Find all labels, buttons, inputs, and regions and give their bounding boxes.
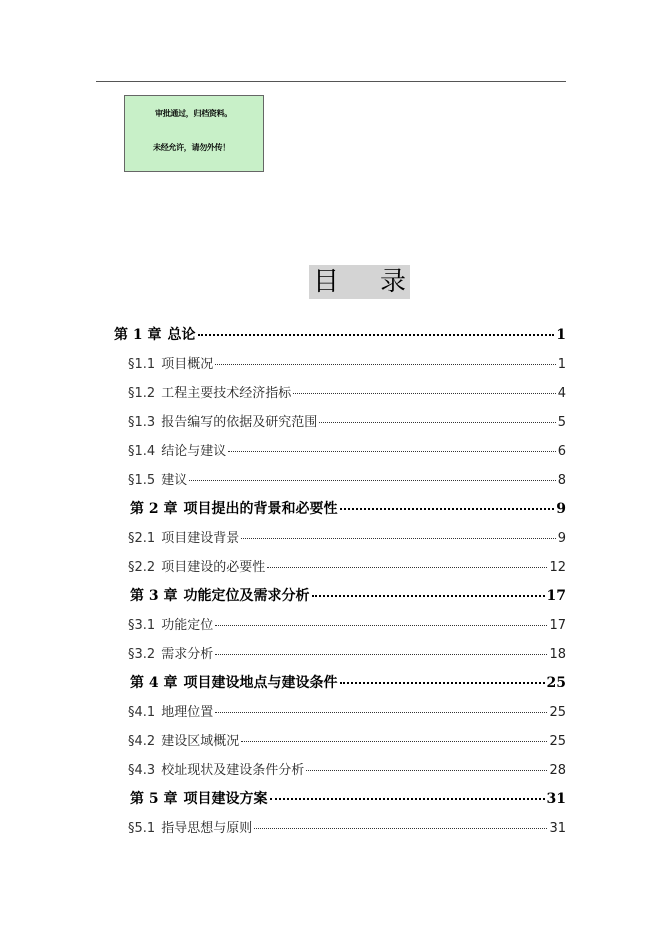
toc-entry-page: 1 xyxy=(557,357,566,372)
toc-entry-chapter-1[interactable] xyxy=(114,324,566,344)
toc-dot-leader xyxy=(215,625,547,626)
toc-dot-leader xyxy=(189,480,556,481)
toc-entry-section-2-1[interactable] xyxy=(128,527,566,546)
toc-entry-page: 9 xyxy=(556,501,566,517)
toc-entry-title: 建议 xyxy=(161,473,188,488)
toc-dot-leader xyxy=(267,567,547,568)
toc-dot-leader xyxy=(228,451,556,452)
toc-entry-number: §3.2 xyxy=(128,647,156,662)
toc-entry-page: 25 xyxy=(546,675,566,691)
approval-stamp xyxy=(124,95,264,172)
toc-entry-chapter-5[interactable] xyxy=(130,788,566,808)
toc-entry-title: 项目建设方案 xyxy=(183,791,268,807)
toc-entry-section-1-3[interactable] xyxy=(128,411,566,430)
toc-entry-page: 8 xyxy=(557,473,566,488)
toc-entry-page: 1 xyxy=(556,327,566,343)
toc-entry-section-3-1[interactable] xyxy=(128,614,566,633)
toc-entry-title: 地理位置 xyxy=(161,705,214,720)
toc-heading xyxy=(309,265,410,299)
toc-entry-page: 17 xyxy=(549,618,566,633)
toc-entry-number: §2.2 xyxy=(128,560,156,575)
toc-entry-number: §4.1 xyxy=(128,705,156,720)
toc-entry-page: 5 xyxy=(557,415,566,430)
header-rule xyxy=(96,81,566,82)
toc-dot-leader xyxy=(254,828,547,829)
toc-entry-number: §1.3 xyxy=(128,415,156,430)
toc-entry-section-4-1[interactable] xyxy=(128,701,566,720)
toc-dot-leader xyxy=(340,682,545,684)
toc-dot-leader xyxy=(293,393,556,394)
toc-entry-section-1-4[interactable] xyxy=(128,440,566,459)
toc-entry-page: 18 xyxy=(549,647,566,662)
toc-entry-title: 校址现状及建设条件分析 xyxy=(161,763,305,778)
toc-entry-title: 需求分析 xyxy=(161,647,214,662)
toc-entry-section-5-1[interactable] xyxy=(128,817,566,836)
toc-entry-title: 建设区域概况 xyxy=(161,734,240,749)
toc-entry-number: 第 1 章 xyxy=(114,327,162,343)
toc-entry-section-3-2[interactable] xyxy=(128,643,566,662)
toc-entry-number: §4.2 xyxy=(128,734,156,749)
toc-entry-page: 25 xyxy=(549,734,566,749)
toc-dot-leader xyxy=(215,364,556,365)
toc-entry-number: 第 5 章 xyxy=(130,791,178,807)
toc-dot-leader xyxy=(215,712,547,713)
toc-dot-leader xyxy=(241,741,547,742)
toc-entry-page: 31 xyxy=(549,821,566,836)
toc-heading-char-2: 录 xyxy=(379,267,406,297)
toc-dot-leader xyxy=(241,538,556,539)
toc-entry-page: 25 xyxy=(549,705,566,720)
toc-entry-title: 指导思想与原则 xyxy=(161,821,253,836)
toc-entry-chapter-2[interactable] xyxy=(130,498,566,518)
toc-entry-section-4-2[interactable] xyxy=(128,730,566,749)
toc-entry-chapter-4[interactable] xyxy=(130,672,566,692)
toc-entry-page: 17 xyxy=(546,588,566,604)
toc-entry-number: §2.1 xyxy=(128,531,156,546)
toc-entry-number: §5.1 xyxy=(128,821,156,836)
toc-entry-page: 31 xyxy=(546,791,566,807)
toc-dot-leader xyxy=(306,770,547,771)
toc-entry-title: 总论 xyxy=(167,327,196,343)
toc-dot-leader xyxy=(270,798,545,800)
toc-entry-title: 项目概况 xyxy=(161,357,214,372)
toc-entry-title: 项目建设背景 xyxy=(161,531,240,546)
toc-dot-leader xyxy=(198,334,555,336)
stamp-line-confidential: 未经允许，请勿外传！ xyxy=(153,143,230,152)
toc-entry-number: §3.1 xyxy=(128,618,156,633)
toc-entry-number: 第 2 章 xyxy=(130,501,178,517)
toc-entry-title: 工程主要技术经济指标 xyxy=(161,386,292,401)
toc-entry-section-1-2[interactable] xyxy=(128,382,566,401)
toc-entry-section-2-2[interactable] xyxy=(128,556,566,575)
toc-dot-leader xyxy=(340,508,555,510)
toc-entry-number: §1.2 xyxy=(128,386,156,401)
toc-dot-leader xyxy=(319,422,556,423)
toc-entry-number: 第 3 章 xyxy=(130,588,178,604)
toc-entry-section-1-5[interactable] xyxy=(128,469,566,488)
toc-entry-number: §1.5 xyxy=(128,473,156,488)
toc-entry-title: 项目建设的必要性 xyxy=(161,560,266,575)
toc-entry-title: 结论与建议 xyxy=(161,444,227,459)
toc-entry-page: 4 xyxy=(557,386,566,401)
toc-entry-title: 项目提出的背景和必要性 xyxy=(183,501,338,517)
toc-heading-char-1: 目 xyxy=(313,267,340,297)
toc-entry-page: 28 xyxy=(549,763,566,778)
toc-entry-number: §1.4 xyxy=(128,444,156,459)
toc-entry-chapter-3[interactable] xyxy=(130,585,566,605)
toc-entry-number: §1.1 xyxy=(128,357,156,372)
toc-entry-page: 6 xyxy=(557,444,566,459)
toc-entry-section-4-3[interactable] xyxy=(128,759,566,778)
toc-entry-number: §4.3 xyxy=(128,763,156,778)
toc-entry-title: 功能定位及需求分析 xyxy=(183,588,310,604)
toc-entry-title: 项目建设地点与建设条件 xyxy=(183,675,338,691)
stamp-line-approved: 审批通过，归档资料。 xyxy=(155,109,232,118)
toc-entry-title: 报告编写的依据及研究范围 xyxy=(161,415,318,430)
toc-entry-title: 功能定位 xyxy=(161,618,214,633)
toc-entry-page: 9 xyxy=(557,531,566,546)
toc-dot-leader xyxy=(215,654,547,655)
toc-entry-page: 12 xyxy=(549,560,566,575)
toc-dot-leader xyxy=(312,595,545,597)
toc-entry-section-1-1[interactable] xyxy=(128,353,566,372)
toc-entry-number: 第 4 章 xyxy=(130,675,178,691)
